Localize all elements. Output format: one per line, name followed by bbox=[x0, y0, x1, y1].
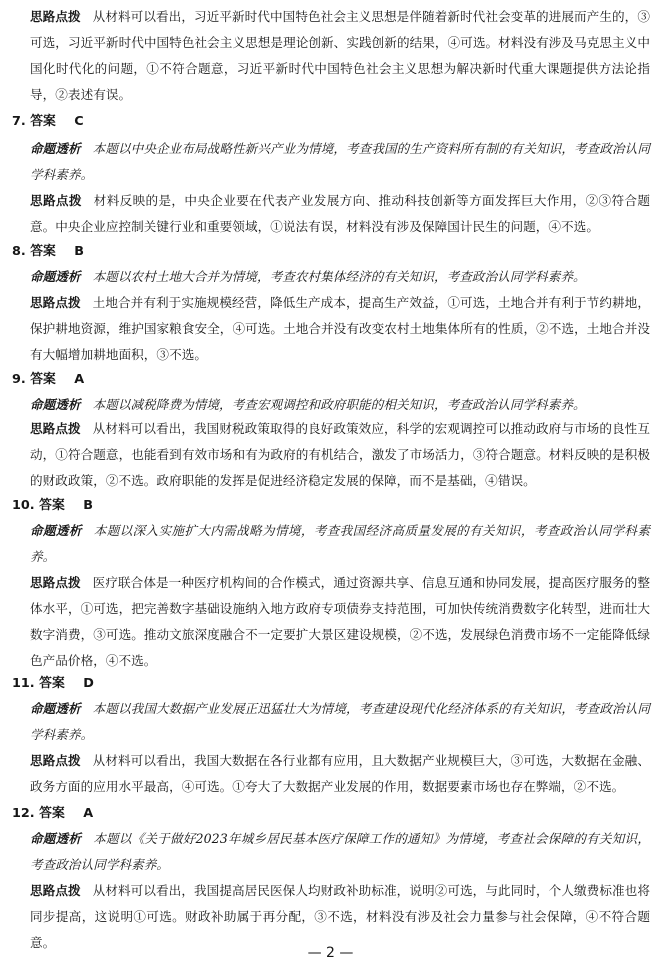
answer-line-7 bbox=[12, 112, 84, 132]
answer-value: B bbox=[74, 244, 85, 259]
question-number: 11. bbox=[12, 676, 35, 691]
reasoning-text: 从材料可以看出，我国提高居民医保人均财政补助标准，说明②可选，与此同时，个人缴费标准也将同步提高，这说明①可选。财政补助属于再分配，③不选，材料没有涉及社会力量参与社会保障，④不符合题意。 bbox=[30, 883, 650, 950]
item8-analysis bbox=[30, 264, 650, 290]
answer-line-10 bbox=[12, 496, 93, 516]
question-number: 12. bbox=[12, 806, 35, 821]
analysis-text: 本题以中央企业布局战略性新兴产业为情境，考查我国的生产资料所有制的有关知识，考查政治认同学科素养。 bbox=[30, 141, 650, 182]
answer-value: B bbox=[83, 498, 93, 513]
item11-analysis bbox=[30, 696, 650, 748]
reasoning-label: 思路点拨 bbox=[30, 421, 81, 436]
analysis-text: 本题以农村土地大合并为情境，考查农村集体经济的有关知识，考查政治认同学科素养。 bbox=[92, 269, 586, 284]
answer-label: 答案 bbox=[39, 806, 65, 821]
analysis-text: 本题以我国大数据产业发展正迅猛壮大为情境，考查建设现代化经济体系的有关知识，考查政治认同学科素养。 bbox=[30, 701, 650, 742]
page-number: — 2 — bbox=[307, 945, 354, 961]
analysis-label: 命题透析 bbox=[30, 523, 82, 538]
item12-analysis bbox=[30, 826, 650, 878]
analysis-label: 命题透析 bbox=[30, 397, 81, 412]
question-number: 9. bbox=[12, 372, 26, 387]
question-number: 7. bbox=[12, 114, 26, 129]
reasoning-label: 思路点拨 bbox=[30, 9, 81, 24]
analysis-label: 命题透析 bbox=[30, 701, 81, 716]
answer-line-8 bbox=[12, 242, 84, 262]
analysis-text: 本题以《关于做好2023年城乡居民基本医疗保障工作的通知》为情境，考查社会保障的有关知识，考查政治认同学科素养。 bbox=[30, 831, 650, 872]
reasoning-text: 从材料可以看出，习近平新时代中国特色社会主义思想是伴随着新时代社会变革的进展而产生的，③可选，习近平新时代中国特色社会主义思想是理论创新、实践创新的结果，④可选。材料没有涉及马克思主义中国化时代化的问题，①不符合题意，习近平新时代中国特色社会主义思想为解决新时代重大课题提供方法论指导，②表述有误。 bbox=[30, 9, 650, 102]
answer-value: C bbox=[74, 114, 84, 129]
item7-analysis bbox=[30, 136, 650, 188]
reasoning-text: 材料反映的是，中央企业要在代表产业发展方向、推动科技创新等方面发挥巨大作用，②③符合题意。中央企业应控制关键行业和重要领域，①说法有误，材料没有涉及保障国计民生的问题，④不选。 bbox=[30, 193, 651, 234]
reasoning-label: 思路点拨 bbox=[30, 575, 81, 590]
answer-value: A bbox=[74, 372, 85, 387]
answer-line-12 bbox=[12, 804, 93, 824]
item8-reasoning bbox=[30, 290, 650, 368]
item11-reasoning bbox=[30, 748, 650, 800]
item10-reasoning bbox=[30, 570, 650, 674]
reasoning-text: 医疗联合体是一种医疗机构间的合作模式，通过资源共享、信息互通和协同发展，提高医疗服务的整体水平，①可选，把完善数字基础设施纳入地方政府专项债券支持范围，可加快传统消费数字化转型，进而壮大数字消费，③可选。推动文旅深度融合不一定要扩大景区建设规模，②不选，发展绿色消费市场不一定能降低绿色产品价格，④不选。 bbox=[30, 575, 650, 668]
reasoning-label: 思路点拨 bbox=[30, 193, 82, 208]
answer-label: 答案 bbox=[39, 676, 65, 691]
analysis-text: 本题以深入实施扩大内需战略为情境，考查我国经济高质量发展的有关知识，考查政治认同学科素养。 bbox=[30, 523, 651, 564]
reasoning-text: 从材料可以看出，我国财税政策取得的良好政策效应，科学的宏观调控可以推动政府与市场的良性互动，①符合题意，也能看到有效市场和有为政府的有机结合，激发了市场活力，③符合题意。材料反映的是积极的财政政策，②不选。政府职能的发挥是促进经济稳定发展的保障，而不是基础，④错误。 bbox=[30, 421, 650, 488]
answer-line-9 bbox=[12, 370, 84, 390]
analysis-label: 命题透析 bbox=[30, 269, 81, 284]
answer-label: 答案 bbox=[39, 498, 65, 513]
reasoning-text: 土地合并有利于实施规模经营，降低生产成本，提高生产效益，①可选，土地合并有利于节约耕地，保护耕地资源，维护国家粮食安全，④可选。土地合并没有改变农村土地集体所有的性质，②不选，土地合并没有大幅增加耕地面积，③不选。 bbox=[30, 295, 650, 362]
reasoning-label: 思路点拨 bbox=[30, 753, 81, 768]
item10-analysis bbox=[30, 518, 650, 570]
reasoning-text: 从材料可以看出，我国大数据在各行业都有应用，且大数据产业规模巨大，③可选，大数据在金融、政务方面的应用水平最高，④可选。①夸大了大数据产业发展的作用，数据要素市场也存在弊端，②不选。 bbox=[30, 753, 650, 794]
analysis-label: 命题透析 bbox=[30, 831, 82, 846]
item6-reasoning bbox=[30, 4, 650, 108]
reasoning-label: 思路点拨 bbox=[30, 883, 81, 898]
question-number: 10. bbox=[12, 498, 35, 513]
question-number: 8. bbox=[12, 244, 26, 259]
answer-value: D bbox=[83, 676, 94, 691]
item7-reasoning bbox=[30, 188, 650, 240]
answer-line-11 bbox=[12, 674, 94, 694]
answer-label: 答案 bbox=[30, 244, 56, 259]
analysis-label: 命题透析 bbox=[30, 141, 81, 156]
reasoning-label: 思路点拨 bbox=[30, 295, 81, 310]
answer-value: A bbox=[83, 806, 94, 821]
item9-reasoning bbox=[30, 416, 650, 494]
item9-analysis bbox=[30, 392, 650, 418]
answer-label: 答案 bbox=[30, 114, 56, 129]
answer-label: 答案 bbox=[30, 372, 56, 387]
analysis-text: 本题以减税降费为情境，考查宏观调控和政府职能的相关知识，考查政治认同学科素养。 bbox=[92, 397, 586, 412]
